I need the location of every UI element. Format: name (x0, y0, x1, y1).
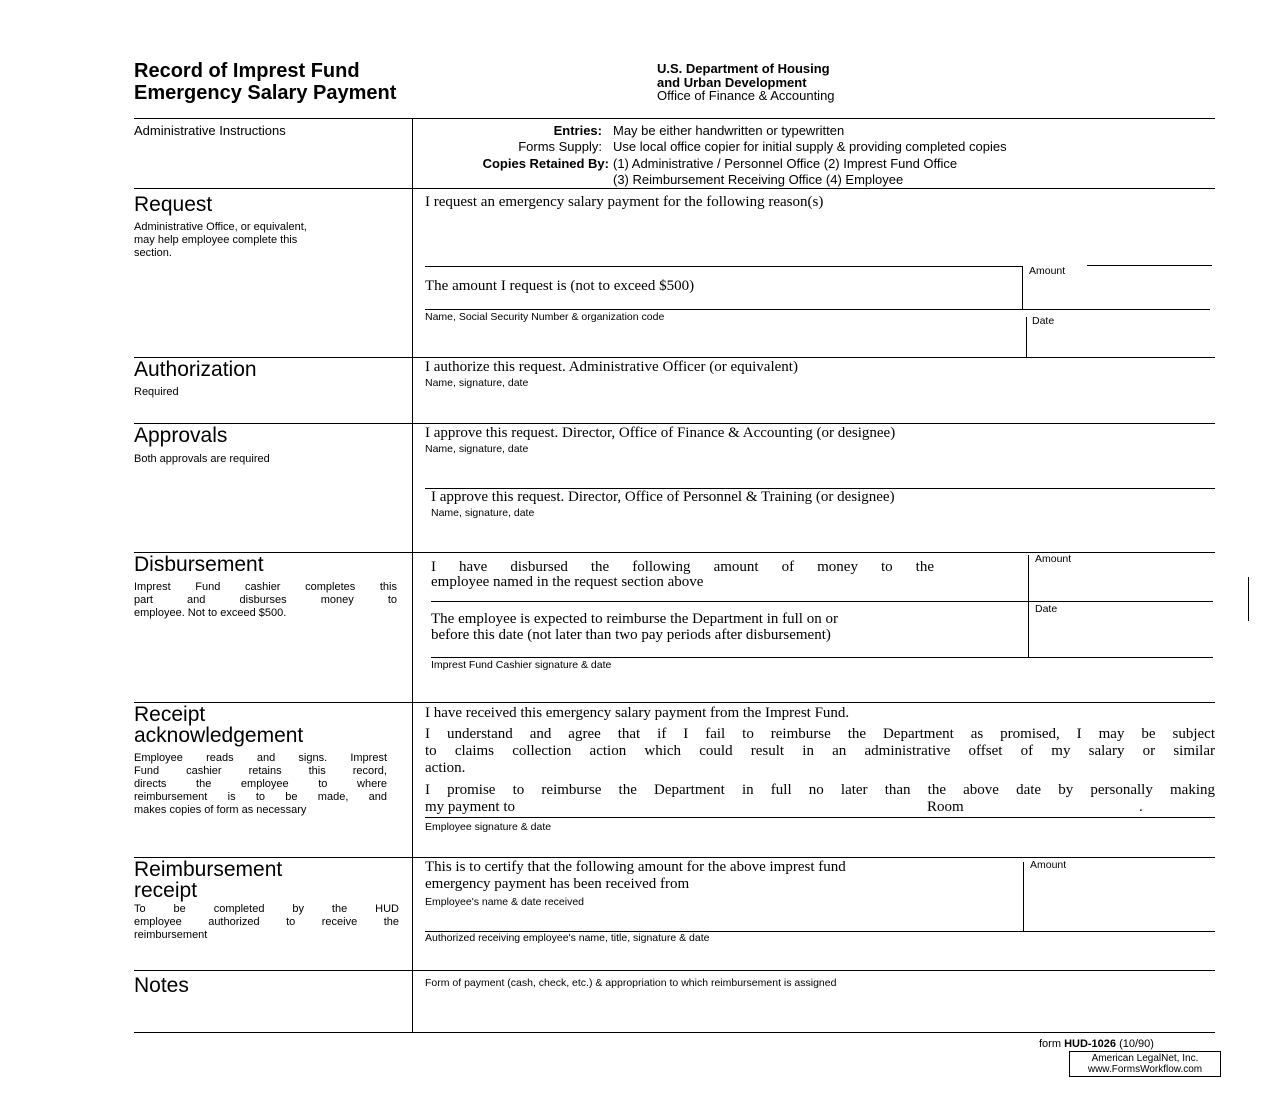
form-number-code: HUD-1026 (1064, 1038, 1117, 1050)
request-note-line: Administrative Office, or equivalent, (134, 221, 307, 233)
reimbursement-note (134, 903, 399, 942)
publisher-url[interactable]: www.FormsWorkflow.com (1087, 1064, 1203, 1075)
receipt-text-line: action. (425, 760, 466, 776)
entries-label: Entries: (553, 123, 602, 138)
receipt-text-3 (425, 782, 1215, 799)
amount-top-line (1087, 265, 1212, 266)
request-amount-line[interactable] (425, 309, 1210, 310)
divider-approvals (134, 423, 1215, 424)
receipt-payment-to: my payment to (425, 799, 515, 815)
form-title-line1: Record of Imprest Fund (134, 60, 360, 82)
receipt-note (134, 752, 387, 817)
reimbursement-name-label: Employee's name & date received (425, 896, 585, 908)
disbursement-date-label: Date (1035, 603, 1058, 615)
request-name-label: Name, Social Security Number & organization code (425, 311, 665, 323)
reimbursement-text-1: This is to certify that the following amount for the above imprest fund (425, 859, 846, 875)
approval-finance-sig-label: Name, signature, date (425, 443, 529, 455)
receipt-text-line: I understand and agree that if I fail to reimburse the Department as promised, I may be subject (425, 726, 1215, 742)
receipt-period: . (1139, 799, 1143, 815)
approvals-note: Both approvals are required (134, 453, 270, 465)
reason-line[interactable] (425, 266, 1022, 267)
receipt-text-2 (425, 726, 1215, 777)
divider-authorization (134, 357, 1215, 358)
form-number-date: (10/90) (1119, 1038, 1154, 1050)
form-number (1039, 1038, 1154, 1050)
receipt-sig-label: Employee signature & date (425, 821, 552, 833)
scan-mark (1248, 577, 1249, 621)
receipt-room-label: Room (927, 799, 964, 815)
disbursement-text-line: I have disbursed the following amount of money to the (431, 559, 934, 575)
authorization-text: I authorize this request. Administrative Officer (or equivalent) (425, 359, 798, 375)
request-note (134, 221, 307, 260)
copies-retained-value1: (1) Administrative / Personnel Office (2) Imprest Fund Office (613, 156, 958, 171)
divider-request (134, 188, 1215, 189)
receipt-note-line: directs the employee to where (134, 778, 387, 790)
copies-retained-label: Copies Retained By: (482, 156, 609, 171)
reimbursement-amount-label: Amount (1030, 859, 1067, 871)
receipt-text-1: I have received this emergency salary payment from the Imprest Fund. (425, 705, 850, 721)
copies-retained-value2: (3) Reimbursement Receiving Office (4) Employee (613, 172, 904, 187)
request-note-line: may help employee complete this (134, 234, 298, 246)
receipt-note-line: Employee reads and signs. Imprest (134, 752, 387, 764)
reimbursement-heading-2: receipt (134, 879, 198, 902)
receipt-note-line: Fund cashier retains this record, (134, 765, 387, 777)
forms-supply-label: Forms Supply: (518, 139, 602, 154)
disbursement-text-line: employee named in the request section above (431, 574, 704, 590)
approval-personnel-sig-label: Name, signature, date (431, 507, 535, 519)
request-reason-text: I request an emergency salary payment for the following reason(s) (425, 194, 824, 210)
agency-line2: and Urban Development (657, 75, 807, 90)
disbursement-note (134, 581, 397, 620)
request-date-label: Date (1032, 315, 1055, 327)
request-note-line: section. (134, 247, 172, 259)
reimbursement-box-left (1023, 862, 1024, 931)
notes-heading: Notes (134, 974, 189, 997)
disbursement-note-line: part and disburses money to (134, 594, 397, 606)
top-rule (134, 118, 1215, 119)
reimbursement-heading-1: Reimbursement (134, 858, 283, 881)
entries-value: May be either handwritten or typewritten (613, 123, 845, 138)
approval-finance-text: I approve this request. Director, Office of Finance & Accounting (or designee) (425, 425, 896, 441)
disbursement-date-line[interactable] (431, 657, 1213, 658)
agency-line1: U.S. Department of Housing (657, 61, 830, 76)
disbursement-sig-label: Imprest Fund Cashier signature & date (431, 659, 612, 671)
receipt-note-line: reimbursement is to be made, and (134, 791, 387, 803)
authorization-sig-label: Name, signature, date (425, 377, 529, 389)
disbursement-amount-line[interactable] (431, 601, 1213, 602)
approval-personnel-text: I approve this request. Director, Office of Personnel & Training (or designee) (431, 489, 895, 505)
form-number-prefix: form (1039, 1038, 1061, 1050)
receipt-note-line: makes copies of form as necessary (134, 804, 307, 816)
disbursement-note-line: employee. Not to exceed $500. (134, 607, 287, 619)
disbursement-note-line: Imprest Fund cashier completes this (134, 581, 397, 593)
disbursement-box-left (1028, 555, 1029, 657)
admin-heading: Administrative Instructions (134, 123, 286, 138)
disbursement-reimburse-text-1: The employee is expected to reimburse the Department in full on or (431, 611, 838, 627)
amount-box-left (1022, 266, 1023, 309)
publisher-name: American LegalNet, Inc. (1091, 1053, 1199, 1064)
divider-receipt (134, 702, 1215, 703)
disbursement-amount-label: Amount (1035, 553, 1072, 565)
divider-notes (134, 970, 1215, 971)
notes-label: Form of payment (cash, check, etc.) & appropriation to which reimbursement is assigned (425, 977, 837, 989)
bottom-rule (134, 1032, 1215, 1033)
date-box-left (1026, 317, 1027, 357)
reimbursement-note-line: reimbursement (134, 929, 208, 941)
request-amount-text: The amount I request is (not to exceed $500) (425, 278, 695, 294)
receipt-heading-1: Receipt (134, 703, 206, 726)
receipt-text-line: to claims collection action which could result in an administrative offset of my salary or similar (425, 743, 1215, 759)
agency-line3: Office of Finance & Accounting (657, 88, 835, 103)
form-title-line2: Emergency Salary Payment (134, 82, 397, 104)
receipt-payment-line[interactable] (425, 817, 1215, 818)
approvals-heading: Approvals (134, 424, 228, 447)
disbursement-text (431, 559, 934, 591)
disbursement-reimburse-text-2: before this date (not later than two pay periods after disbursement) (431, 627, 831, 643)
reimbursement-sig-label: Authorized receiving employee's name, title, signature & date (425, 932, 710, 944)
column-divider (412, 118, 413, 1033)
forms-supply-value: Use local office copier for initial supply & providing completed copies (613, 139, 1007, 154)
request-heading: Request (134, 193, 213, 216)
receipt-heading-2: acknowledgement (134, 724, 304, 747)
reimbursement-note-line: employee authorized to receive the (134, 916, 399, 928)
receipt-text-line: I promise to reimburse the Department in full no later than the above date by personally making (425, 782, 1215, 798)
divider-reimbursement (134, 857, 1215, 858)
reimbursement-note-line: To be completed by the HUD (134, 903, 399, 915)
request-amount-label: Amount (1029, 265, 1066, 277)
disbursement-heading: Disbursement (134, 553, 264, 576)
reimbursement-text-2: emergency payment has been received from (425, 876, 690, 892)
authorization-note: Required (134, 386, 179, 398)
publisher-stamp (1069, 1051, 1221, 1077)
authorization-heading: Authorization (134, 358, 257, 381)
